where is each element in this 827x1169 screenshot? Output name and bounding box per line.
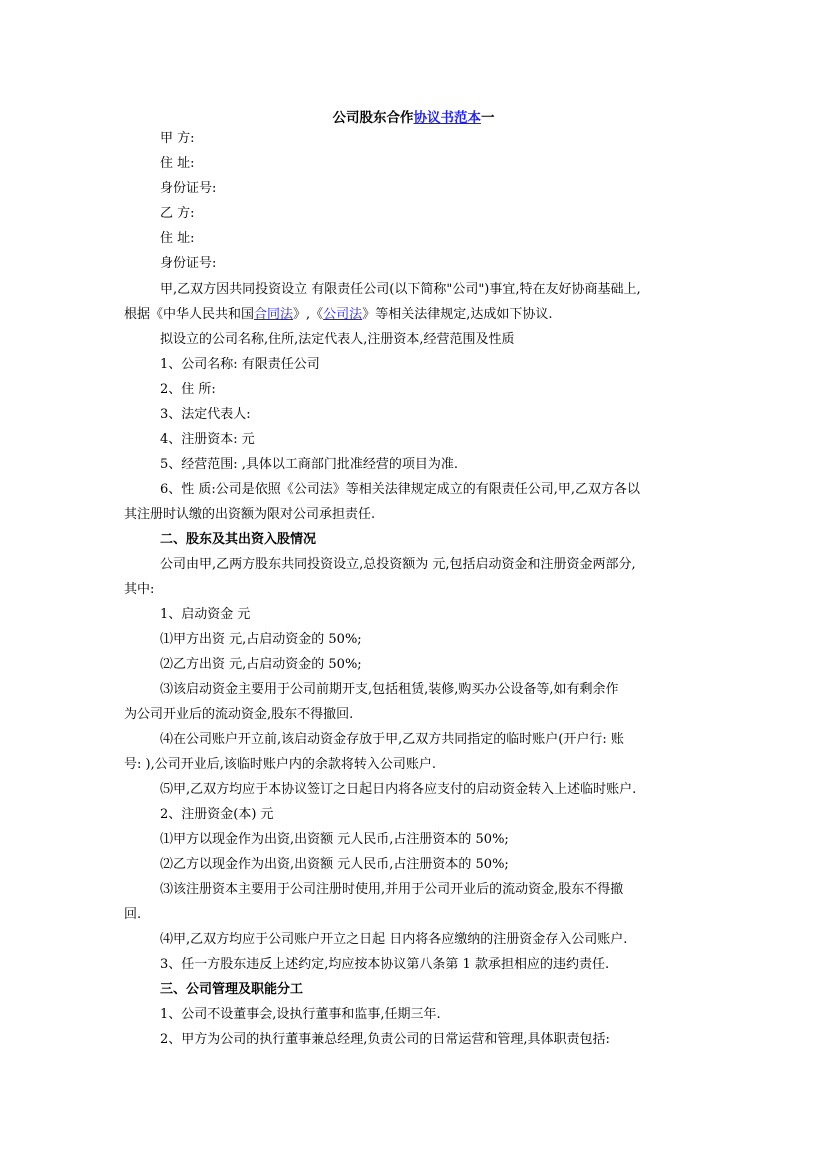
page-title <box>0 106 827 126</box>
title-suffix: 一 <box>481 110 495 126</box>
party-a-label: 甲 方: <box>160 131 195 146</box>
party-b-id: 身份证号: <box>160 256 217 271</box>
s2-intro-line-2: 其中: <box>124 582 155 597</box>
intro-line-1: 甲,乙双方因共同投资设立 有限责任公司(以下简称"公司")事宜,特在友好协商基础上, <box>160 282 641 297</box>
s3-executive-director: 2、甲方为公司的执行董事兼总经理,负责公司的日常运营和管理,具体职责包括: <box>160 1032 610 1047</box>
party-a-id: 身份证号: <box>160 181 217 196</box>
intro-line-2 <box>124 307 552 323</box>
intro-text-a: 根据《中华人民共和国 <box>124 307 255 322</box>
s2-registered-funds: 2、注册资金(本) 元 <box>160 807 274 822</box>
title-prefix: 公司股东合作 <box>332 110 414 126</box>
s2-breach-clause: 3、任一方股东违反上述约定,均应按本协议第八条第 1 款承担相应的违约责任. <box>160 957 610 972</box>
party-b-label: 乙 方: <box>160 206 195 221</box>
item-business-scope: 5、经营范围: ,具体以工商部门批准经营的项目为准. <box>160 457 459 472</box>
item-legal-rep: 3、法定代表人: <box>160 407 251 422</box>
contract-law-link[interactable]: 合同法 <box>254 307 294 322</box>
party-b-address: 住 址: <box>160 231 195 246</box>
item-registered-capital: 4、注册资本: 元 <box>160 432 255 447</box>
s2-transfer-deadline: ⑸甲,乙双方均应于本协议签订之日起日内将各应支付的启动资金转入上述临时账户. <box>160 782 637 797</box>
s3-no-board: 1、公司不设董事会,设执行董事和监事,任期三年. <box>160 1007 441 1022</box>
item-company-name: 1、公司名称: 有限责任公司 <box>160 357 320 372</box>
item-nature-line-1: 6、性 质:公司是依照《公司法》等相关法律规定成立的有限责任公司,甲,乙双方各以 <box>160 482 641 497</box>
party-a-address: 住 址: <box>160 156 195 171</box>
s2-temp-account-line-2: 号: ),公司开业后,该临时账户内的余款将转入公司账户. <box>124 757 436 772</box>
s2-startup-a: ⑴甲方出资 元,占启动资金的 50%; <box>160 632 362 647</box>
s2-startup-use-line-2: 为公司开业后的流动资金,股东不得撤回. <box>124 707 354 722</box>
section-2-heading: 二、股东及其出资入股情况 <box>160 532 317 547</box>
s2-registered-deposit: ⑷甲,乙双方均应于公司账户开立之日起 日内将各应缴纳的注册资金存入公司账户. <box>160 932 628 947</box>
s2-registered-b: ⑵乙方以现金作为出资,出资额 元人民币,占注册资本的 50%; <box>160 857 509 872</box>
s2-intro-line-1: 公司由甲,乙两方股东共同投资设立,总投资额为 元,包括启动资金和注册资金两部分, <box>160 557 636 572</box>
company-law-link[interactable]: 公司法 <box>323 307 363 322</box>
s2-registered-a: ⑴甲方以现金作为出资,出资额 元人民币,占注册资本的 50%; <box>160 832 509 847</box>
section-3-heading: 三、公司管理及职能分工 <box>160 982 304 997</box>
section-1-heading: 拟设立的公司名称,住所,法定代表人,注册资本,经营范围及性质 <box>160 332 515 347</box>
s2-startup-funds: 1、启动资金 元 <box>160 607 251 622</box>
s2-temp-account-line-1: ⑷在公司账户开立前,该启动资金存放于甲,乙双方共同指定的临时账户(开户行: 账 <box>160 732 624 747</box>
s2-startup-use-line-1: ⑶该启动资金主要用于公司前期开支,包括租赁,装修,购买办公设备等,如有剩余作 <box>160 682 619 697</box>
s2-registered-use-line-2: 回. <box>124 907 142 922</box>
title-link[interactable]: 协议书范本 <box>413 110 481 126</box>
item-nature-line-2: 其注册时认缴的出资额为限对公司承担责任. <box>124 507 376 522</box>
intro-text-b: 》,《 <box>293 307 324 322</box>
s2-startup-b: ⑵乙方出资 元,占启动资金的 50%; <box>160 657 362 672</box>
item-address: 2、住 所: <box>160 382 216 397</box>
s2-registered-use-line-1: ⑶该注册资本主要用于公司注册时使用,并用于公司开业后的流动资金,股东不得撤 <box>160 882 624 897</box>
intro-text-c: 》等相关法律规定,达成如下协议. <box>362 307 553 322</box>
